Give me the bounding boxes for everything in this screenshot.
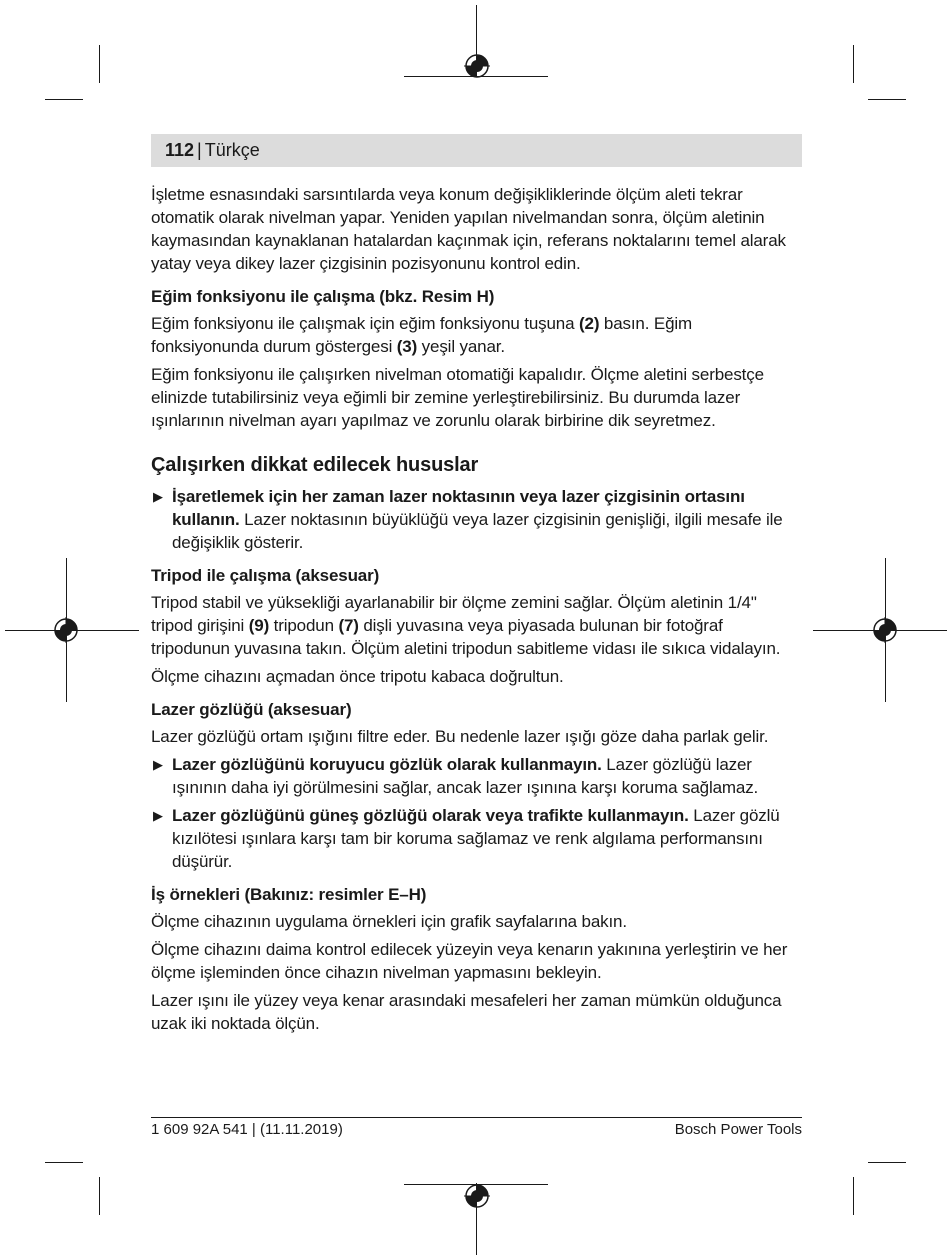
header-language: Türkçe	[204, 140, 260, 160]
crop-mark	[99, 45, 100, 83]
reference-number: (2)	[579, 314, 600, 333]
footer-doc-id: 1 609 92A 541 | (11.11.2019)	[151, 1121, 343, 1138]
crop-mark	[45, 1162, 83, 1163]
tripod-paragraph-2: Ölçme cihazını açmadan önce tripotu kabaca doğrultun.	[151, 667, 564, 686]
examples-paragraph-1: Ölçme cihazının uygulama örnekleri için grafik sayfalarına bakın.	[151, 912, 627, 931]
goggles-heading: Lazer gözlüğü (aksesuar)	[151, 700, 352, 719]
bullet-arrow-icon: ▶	[153, 808, 163, 823]
crop-mark	[853, 45, 854, 83]
tripod-paragraph-1: Tripod stabil ve yüksekliği ayarlanabilir bir ölçme zemini sağlar. Ölçüm aletinin 1/4" tripod girişini (9) tripodun (7) dişli yuvasına veya piyasada bulunan bir fotoğraf tripodunun yuvasına takın. Ölçüm aletini tripodun sabitleme vidası ile sıkıca vidalayın.	[151, 593, 781, 658]
bullet-arrow-icon: ▶	[153, 489, 163, 504]
page-number: 112	[165, 140, 195, 160]
intro-paragraph: İşletme esnasındaki sarsıntılarda veya konum değişikliklerinde ölçüm aleti tekrar otomatik olarak nivelman yapar. Yeniden yapılan nivelmandan sonra, ölçüm aletinin kaymasından kaynaklanan hatalardan kaçınmak için, referans noktalarını temel alarak yatay veya dikey lazer çizgisinin pozisyonunu kontrol edin.	[151, 185, 786, 273]
crop-mark	[45, 99, 83, 100]
reference-number: (9)	[248, 616, 270, 635]
page-header	[151, 134, 802, 167]
registration-target-icon	[53, 617, 79, 643]
page-footer	[151, 1117, 802, 1138]
bullet-arrow-icon: ▶	[153, 757, 163, 772]
notes-heading: Çalışırken dikkat edilecek hususlar	[151, 454, 479, 476]
crop-mark	[868, 99, 906, 100]
goggles-bullet-1: ▶ Lazer gözlüğünü koruyucu gözlük olarak kullanmayın. Lazer gözlüğü lazer ışınının daha iyi görülmesini sağlar, ancak lazer ışınına karşı koruma sağlamaz.	[153, 755, 759, 797]
examples-heading: İş örnekleri (Bakınız: resimler E–H)	[151, 885, 427, 904]
slope-paragraph-1: Eğim fonksiyonu ile çalışmak için eğim fonksiyonu tuşuna (2) basın. Eğim fonksiyonunda durum göstergesi (3) yeşil yanar.	[151, 314, 693, 356]
goggles-bullet-2: ▶ Lazer gözlüğünü güneş gözlüğü olarak veya trafikte kullanmayın. Lazer gözlü kızılötesi ışınlara karşı tam bir koruma sağlamaz ve renk algılama performansını düşürür.	[153, 806, 780, 871]
slope-heading: Eğim fonksiyonu ile çalışma (bkz. Resim H)	[151, 287, 495, 306]
crop-mark	[868, 1162, 906, 1163]
crop-mark	[99, 1177, 100, 1215]
tripod-heading: Tripod ile çalışma (aksesuar)	[151, 566, 380, 585]
slope-paragraph-2: Eğim fonksiyonu ile çalışırken nivelman otomatiği kapalıdır. Ölçme aletini serbestçe elinizde tutabilirsiniz veya eğimli bir zemine yerleştirebilirsiniz. Bu durumda lazer ışınlarının nivelman ayarı yapılmaz ve zorunlu olarak birbirine dik seyretmez.	[151, 365, 764, 430]
reference-number: (7)	[338, 616, 359, 635]
header-separator: |	[197, 140, 202, 160]
reference-number: (3)	[396, 337, 418, 356]
page-content	[151, 183, 802, 1040]
examples-paragraph-3: Lazer ışını ile yüzey veya kenar arasındaki mesafeleri her zaman mümkün olduğunca uzak iki noktada ölçün.	[151, 991, 782, 1033]
registration-target-icon	[872, 617, 898, 643]
footer-brand: Bosch Power Tools	[674, 1121, 802, 1138]
goggles-paragraph: Lazer gözlüğü ortam ışığını filtre eder. Bu nedenle lazer ışığı göze daha parlak gelir.	[151, 727, 769, 746]
examples-paragraph-2: Ölçme cihazını daima kontrol edilecek yüzeyin veya kenarın yakınına yerleştirin ve her ölçme işleminden önce cihazın nivelman yapmasını bekleyin.	[151, 940, 788, 982]
registration-target-icon	[464, 53, 490, 79]
notes-bullet: ▶ İşaretlemek için her zaman lazer noktasının veya lazer çizgisinin ortasını kullanın. Lazer noktasının büyüklüğü veya lazer çizgisinin genişliği, ilgili mesafe ile değişiklik gösterir.	[153, 487, 783, 552]
registration-target-icon	[464, 1183, 490, 1209]
crop-mark	[853, 1177, 854, 1215]
